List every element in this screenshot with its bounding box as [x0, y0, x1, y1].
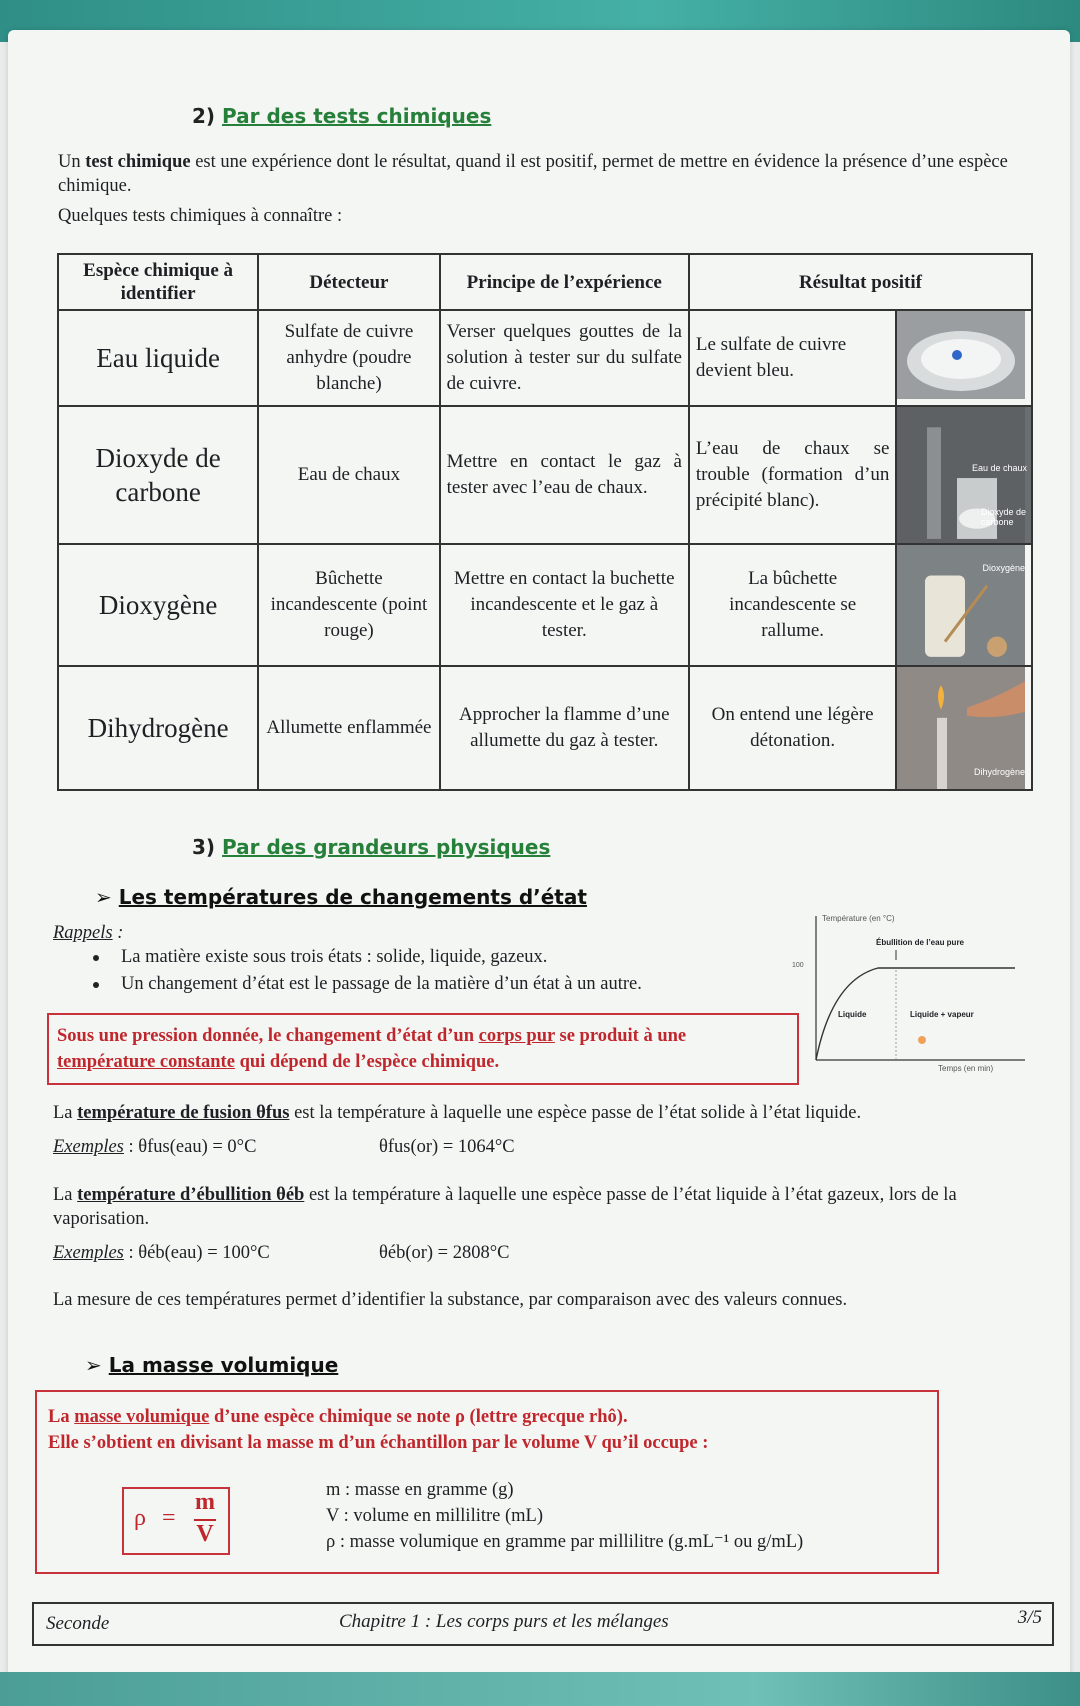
- footer-chapter: Chapitre 1 : Les corps purs et les mélanges: [339, 1611, 669, 1632]
- section-2-number: 2): [192, 104, 216, 128]
- intro-list-lead: Quelques tests chimiques à connaître :: [58, 206, 343, 226]
- rappels-label: [53, 921, 123, 945]
- examples-label: Exemples: [53, 1243, 124, 1263]
- section-3-title: Par des grandeurs physiques: [222, 835, 551, 859]
- section-3-heading: [192, 835, 550, 859]
- fusion-definition: [53, 1101, 1043, 1125]
- boiling-term: température d’ébullition θéb: [77, 1185, 305, 1205]
- formula-rho: ρ: [134, 1505, 146, 1531]
- density-rest: d’une espèce chimique se note ρ (lettre grecque rhô).: [209, 1407, 628, 1427]
- fusion-example-1: [53, 1135, 256, 1159]
- boiling-graph-axes: [800, 910, 1030, 1080]
- measurement-note: La mesure de ces températures permet d’identifier la substance, par comparaison avec des valeurs connues.: [53, 1290, 848, 1310]
- header-principle: Principe de l’expérience: [440, 254, 689, 310]
- species-cell: Dioxyde de carbone: [58, 406, 258, 544]
- chemical-tests-table: [57, 253, 1033, 791]
- rappels-label-text: Rappels: [53, 923, 113, 943]
- rule-text: [57, 1023, 789, 1075]
- header-detector: Détecteur: [258, 254, 439, 310]
- subheading-state-changes-title: Les températures de changements d’état: [118, 885, 587, 909]
- principle-cell: Mettre en contact la buchette incandescente et le gaz à tester.: [440, 544, 689, 666]
- list-item-text: Un changement d’état est le passage de la matière d’un état à un autre.: [121, 974, 642, 994]
- boiling-definition: [53, 1183, 1043, 1231]
- boiling-example-gold: θéb(or) = 2808°C: [379, 1243, 510, 1263]
- def-density: ρ : masse volumique en gramme par millilitre (g.mL⁻¹ ou g/mL): [326, 1532, 804, 1552]
- rule-box: [47, 1013, 799, 1085]
- formula-equals: =: [162, 1505, 176, 1531]
- density-formula: [122, 1487, 230, 1555]
- formula-denominator: V: [196, 1521, 214, 1547]
- result-cell: Le sulfate de cuivre devient bleu.: [689, 310, 897, 406]
- photo-label: Dioxygène: [982, 563, 1025, 573]
- table-row: [58, 310, 1032, 406]
- bottom-color-band: [0, 1672, 1080, 1706]
- examples-label: Exemples: [53, 1137, 124, 1157]
- intro-rest: est une expérience dont le résultat, quand il est positif, permet de mettre en évidence la présence d’une espèce chimique.: [58, 152, 1008, 196]
- rule-part: se produit à une: [554, 1026, 687, 1046]
- species-cell: Dioxygène: [58, 544, 258, 666]
- photo-label: Eau de chaux: [971, 463, 1027, 473]
- principle-cell: Approcher la flamme d’une allumette du gaz à tester.: [440, 666, 689, 790]
- species-cell: Dihydrogène: [58, 666, 258, 790]
- graph-y-tick: 100: [792, 962, 804, 969]
- list-item: [93, 947, 547, 968]
- header-species: Espèce chimique à identifier: [58, 254, 258, 310]
- rappels-colon: :: [112, 923, 124, 943]
- def-mass: m : masse en gramme (g): [326, 1480, 514, 1500]
- subheading-state-changes: [95, 885, 587, 909]
- density-lead: La: [48, 1407, 75, 1427]
- table-header-row: [58, 254, 1032, 310]
- rule-part: qui dépend de l’espèce chimique.: [234, 1052, 500, 1072]
- principle-cell: Mettre en contact le gaz à tester avec l’eau de chaux.: [440, 406, 689, 544]
- footer-page-number: 3/5: [1017, 1607, 1042, 1628]
- boiling-lead: La: [53, 1185, 78, 1205]
- result-cell: La bûchette incandescente se rallume.: [689, 544, 897, 666]
- photo-cell: [896, 544, 1032, 666]
- graph-title: Ébullition de l’eau pure: [876, 938, 965, 947]
- graph-y-label: Température (en °C): [822, 914, 895, 923]
- photo-cell: [896, 310, 1032, 406]
- rule-term-temperature: température constante: [57, 1052, 235, 1072]
- copper-sulfate-photo: [897, 311, 1025, 399]
- fusion-term: température de fusion θfus: [77, 1103, 290, 1123]
- graph-region-liquid-vapour: Liquide + vapeur: [910, 1010, 974, 1019]
- intro-paragraph: [58, 150, 1038, 198]
- boiling-example-water: : θéb(eau) = 100°C: [123, 1243, 270, 1263]
- photo-label: Dihydrogène: [973, 767, 1025, 777]
- fusion-lead: La: [53, 1103, 78, 1123]
- detector-cell: Bûchette incandescente (point rouge): [258, 544, 439, 666]
- result-cell: On entend une légère détonation.: [689, 666, 897, 790]
- fusion-example-gold: θfus(or) = 1064°C: [379, 1137, 515, 1157]
- result-cell: L’eau de chaux se trouble (formation d’un précipité blanc).: [689, 406, 897, 544]
- graph-region-liquid: Liquide: [838, 1010, 867, 1019]
- page-footer: [32, 1602, 1054, 1646]
- detector-cell: Sulfate de cuivre anhydre (poudre blanche): [258, 310, 439, 406]
- intro-term: test chimique: [85, 152, 191, 172]
- formula-numerator: m: [195, 1489, 215, 1515]
- graph-x-label: Temps (en min): [938, 1064, 994, 1073]
- table-row: [58, 666, 1032, 790]
- fusion-example-water: : θfus(eau) = 0°C: [123, 1137, 257, 1157]
- boiling-rest: est la température à laquelle une espèce passe de l’état liquide à l’état gazeux, lors de la vaporisation.: [53, 1185, 957, 1229]
- intro-lead: Un: [58, 152, 86, 172]
- bullet-dot-icon: [93, 982, 99, 988]
- photo-cell: [896, 666, 1032, 790]
- subheading-density-title: La masse volumique: [108, 1353, 339, 1377]
- section-2-title: Par des tests chimiques: [222, 104, 492, 128]
- footer-level: Seconde: [46, 1613, 110, 1634]
- subheading-density: [85, 1353, 338, 1377]
- principle-cell: Verser quelques gouttes de la solution à tester sur du sulfate de cuivre.: [440, 310, 689, 406]
- section-2-heading: [192, 104, 491, 128]
- density-line-2: Elle s’obtient en divisant la masse m d’un échantillon par le volume V qu’il occupe :: [48, 1433, 709, 1453]
- density-definition: [48, 1404, 928, 1456]
- detector-cell: Eau de chaux: [258, 406, 439, 544]
- list-item: [93, 974, 642, 995]
- boiling-graph: [792, 910, 1030, 1080]
- photo-label: Dioxyde de carbone: [981, 507, 1027, 527]
- def-volume: V : volume en millilitre (mL): [326, 1506, 543, 1526]
- table-row: [58, 406, 1032, 544]
- photo-cell: [896, 406, 1032, 544]
- header-result: Résultat positif: [689, 254, 1032, 310]
- arrow-bullet-icon: ➢: [85, 1353, 102, 1377]
- boiling-example-1: [53, 1241, 270, 1265]
- density-line-1: [48, 1404, 928, 1430]
- list-item-text: La matière existe sous trois états : solide, liquide, gazeux.: [121, 947, 548, 967]
- species-cell: Eau liquide: [58, 310, 258, 406]
- rule-term-corps-pur: corps pur: [478, 1026, 555, 1046]
- density-term: masse volumique: [74, 1407, 210, 1427]
- bullet-dot-icon: [93, 955, 99, 961]
- rule-part: Sous une pression donnée, le changement d’état d’un: [57, 1026, 479, 1046]
- section-3-number: 3): [192, 835, 216, 859]
- table-row: [58, 544, 1032, 666]
- fusion-rest: est la température à laquelle une espèce passe de l’état solide à l’état liquide.: [289, 1103, 862, 1123]
- arrow-bullet-icon: ➢: [95, 885, 112, 909]
- detector-cell: Allumette enflammée: [258, 666, 439, 790]
